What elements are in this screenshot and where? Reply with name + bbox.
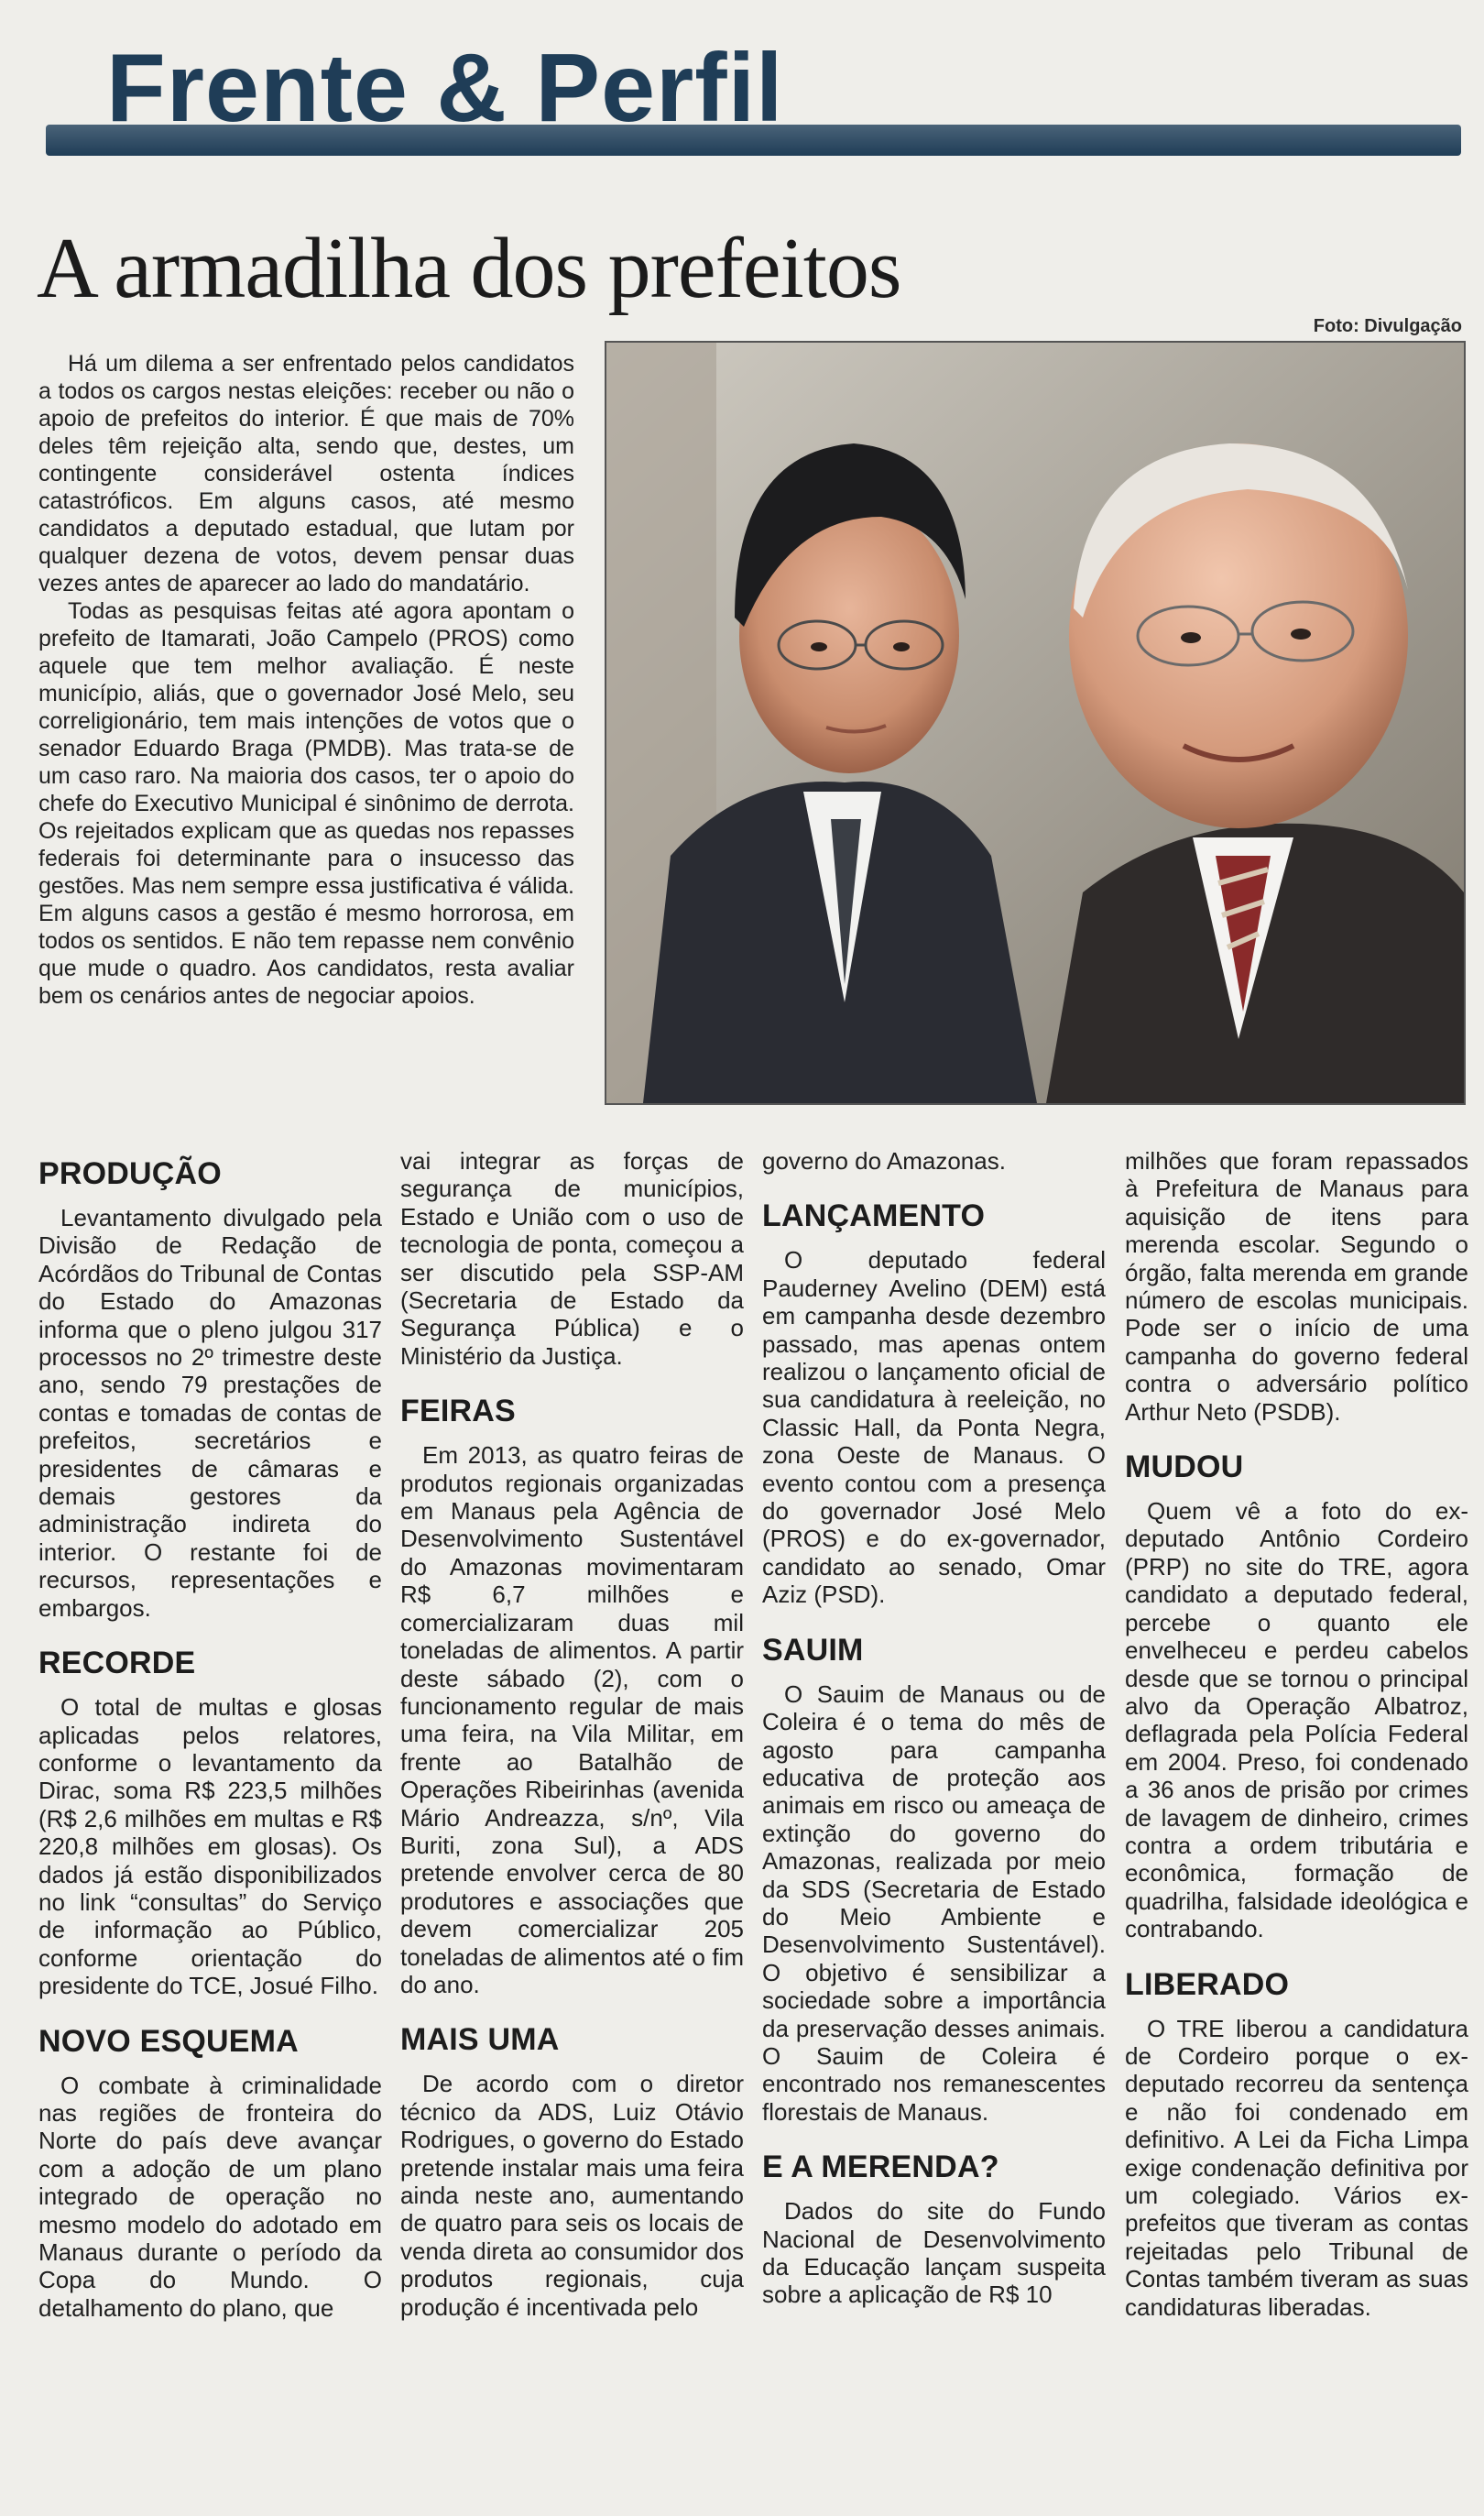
photo-credit: Foto: Divulgação <box>1313 316 1462 336</box>
note-heading-liberado: LIBERADO <box>1125 1966 1290 2002</box>
note-text-merenda: Dados do site do Fundo Nacional de Desenvolvimento da Educação lançam suspeita sobre a aplicação de R$ 10 <box>762 2197 1106 2309</box>
note-heading-merenda: E A MERENDA? <box>762 2150 999 2185</box>
note-text-recorde: O total de multas e glosas aplicadas pelos relatores, conforme o levantamento da Dirac, soma R$ 223,5 milhões (R$ 2,6 milhões em multas e R$ 220,8 milhões em glosas). Os dados já estão disponibilizados no link “consultas” do Serviço de informação ao Público, conforme orientação do presidente do TCE, Josué Filho. <box>38 1693 382 2000</box>
note-heading-novo-esquema: NOVO ESQUEMA <box>38 2023 299 2059</box>
note-text-mais-uma: De acordo com o diretor técnico da ADS, Luiz Otávio Rodrigues, o governo do Estado pretende instalar mais uma feira ainda neste ano, aumentando de quatro para seis os locais de venda direta ao consumidor dos produtos regionais, cuja produção é incentivada pelo <box>400 2070 744 2321</box>
politicians-photo <box>605 341 1466 1105</box>
note-heading-sauim: SAUIM <box>762 1632 864 1668</box>
note-text-liberado: O TRE liberou a candidatura de Cordeiro porque o ex-deputado recorreu da sentença e não foi condenado em definitivo. A Lei da Ficha Limpa exige condenação definitiva por um colegiado. Vários ex-prefeitos que tiveram as contas rejeitadas pelo Tribunal de Contas também tiveram as suas candidaturas liberadas. <box>1125 2014 1468 2321</box>
note-heading-feiras: FEIRAS <box>400 1394 516 1429</box>
note-text-feiras: Em 2013, as quatro feiras de produtos regionais organizadas em Manaus pela Agência de Desenvolvimento Sustentável do Amazonas movimentaram R$ 6,7 milhões e comercializaram duas mil toneladas de alimentos. A partir deste sábado (2), com o funcionamento regular de mais uma feira, na Vila Militar, em frente ao Batalhão de Operações Ribeirinhas (avenida Mário Andreazza, s/nº, Vila Buriti, zona Sul), a ADS pretende envolver cerca de 80 produtores e associações que devem comercializar 205 toneladas de alimentos até o fim do ano. <box>400 1441 744 1998</box>
note-text-mudou: Quem vê a foto do ex-deputado Antônio Cordeiro (PRP) no site do TRE, agora candidato a deputado federal, percebe o quanto ele envelheceu e perdeu cabelos desde que se tornou o principal alvo da Operação Albatroz, deflagrada pela Polícia Federal em 2004. Preso, foi condenado a 36 anos de prisão por crimes de lavagem de dinheiro, crimes contra a ordem tributária e econômica, formação de quadrilha, falsidade ideológica e contrabando. <box>1125 1497 1468 1943</box>
note-text-mais-uma-continued: governo do Amazonas. <box>762 1147 1006 1175</box>
section-title: Frente & Perfil <box>106 34 784 142</box>
column-4 <box>1125 1147 1468 2325</box>
column-2 <box>400 1147 744 2325</box>
note-text-sauim: O Sauim de Manaus ou de Coleira é o tema do mês de agosto para campanha educativa de proteção aos animais em risco ou ameaça de extinção do governo do Amazonas, realizada por meio da SDS (Secretaria de Estado do Meio Ambiente e Desenvolvimento Sustentável). O objetivo é sensibilizar a sociedade sobre a importância da preservação desses animais. O Sauim de Coleira é encontrado nos remanescentes florestais de Manaus. <box>762 1679 1106 2126</box>
note-heading-recorde: RECORDE <box>38 1646 196 1681</box>
section-masthead <box>46 33 1461 161</box>
note-heading-producao: PRODUÇÃO <box>38 1156 222 1191</box>
column-1 <box>38 1147 382 2325</box>
intro-paragraph: Há um dilema a ser enfrentado pelos candidatos a todos os cargos nestas eleições: receber ou não o apoio de prefeitos do interior. É que mais de 70% deles têm rejeição alta, sendo que, destes, um contingente considerável ostenta índices catastróficos. Em alguns casos, até mesmo candidatos a deputado estadual, que lutam por qualquer dezena de votos, devem pensar duas vezes antes de aparecer ao lado do mandatário. <box>38 351 574 596</box>
note-text-novo-esquema: O combate à criminalidade nas regiões de fronteira do Norte do país deve avançar com a adoção de um plano integrado de operação no mesmo modelo do adotado em Manaus durante o período da Copa do Mundo. O detalhamento do plano, que <box>38 2071 382 2322</box>
note-heading-lancamento: LANÇAMENTO <box>762 1198 986 1234</box>
intro-paragraph: Todas as pesquisas feitas até agora apontam o prefeito de Itamarati, João Campelo (PROS) como aquele que tem melhor avaliação. É neste município, aliás, que o governador José Melo, seu correligionário, tem mais intenções de votos que o senador Eduardo Braga (PMDB). Mas trata-se de um caso raro. Na maioria dos casos, ter o apoio do chefe do Executivo Municipal é sinônimo de derrota. Os rejeitados explicam que as quedas nos repasses federais foi determinante para o insucesso das gestões. Mas nem sempre essa justificativa é válida. Em alguns casos a gestão é mesmo horrorosa, em todos os sentidos. E não tem repasse nem convênio que mude o quadro. Aos candidatos, resta avaliar bem os cenários antes de negociar apoios. <box>38 598 574 1009</box>
note-heading-mais-uma: MAIS UMA <box>400 2022 560 2058</box>
note-text-lancamento: O deputado federal Pauderney Avelino (DEM) está em campanha desde dezembro passado, mas apenas ontem realizou o lançamento oficial de sua candidatura à reeleição, no Classic Hall, da Ponta Negra, zona Oeste de Manaus. O evento contou com a presença do governador José Melo (PROS) e do ex-governador, candidato ao senado, Omar Aziz (PSD). <box>762 1246 1106 1609</box>
note-text-merenda-continued: milhões que foram repassados à Prefeitura de Manaus para aquisição de itens para merenda escolar. Segundo o órgão, falta merenda em grande número de escolas municipais. Pode ser o início de uma campanha do governo federal contra o adversário político Arthur Neto (PSDB). <box>1125 1147 1468 1426</box>
note-text-novo-esquema-continued: vai integrar as forças de segurança de municípios, Estado e União com o uso de tecnologia de ponta, começou a ser discutido pela SSP-AM (Secretaria de Estado da Segurança Pública) e o Ministério da Justiça. <box>400 1147 744 1370</box>
note-text-producao: Levantamento divulgado pela Divisão de Redação de Acórdãos do Tribunal de Contas do Estado do Amazonas informa que o pleno julgou 317 processos no 2º trimestre deste ano, sendo 79 prestações de contas e tomadas de contas de prefeitos, secretários e presidentes de câmaras e demais gestores da administração indireta do interior. O restante foi de recursos, representações e embargos. <box>38 1204 382 1622</box>
photo-illustration <box>606 343 1464 1103</box>
intro-article <box>38 350 574 1010</box>
note-heading-mudou: MUDOU <box>1125 1449 1244 1485</box>
headline: A armadilha dos prefeitos <box>37 221 901 316</box>
column-3 <box>762 1147 1106 2313</box>
